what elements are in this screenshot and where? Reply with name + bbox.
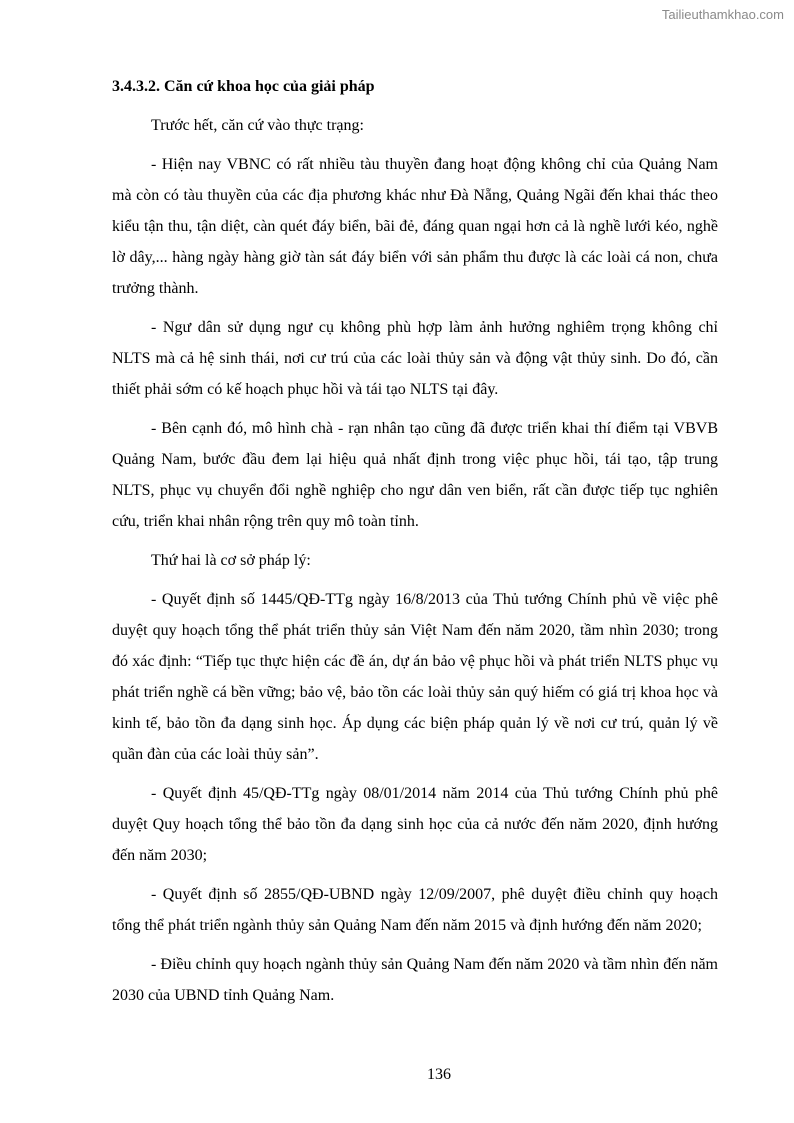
paragraph-planning-adjustment: - Điều chỉnh quy hoạch ngành thủy sản Quảng Nam đến năm 2020 và tầm nhìn đến năm 2030 của UBND tỉnh Quảng Nam. [112, 956, 718, 1004]
watermark: Tailieuthamkhao.com [661, 7, 784, 22]
section-heading: 3.4.3.2. Căn cứ khoa học của giải pháp [112, 78, 375, 95]
page-number: 136 [427, 1066, 451, 1083]
paragraph-decision-45: - Quyết định 45/QĐ-TTg ngày 08/01/2014 năm 2014 của Thủ tướng Chính phủ phê duyệt Quy hoạch tổng thể bảo tồn đa dạng sinh học của cả nước đến năm 2020, định hướng đến năm 2030; [112, 785, 718, 864]
paragraph-decision-2855: - Quyết định số 2855/QĐ-UBND ngày 12/09/2007, phê duyệt điều chỉnh quy hoạch tổng thể phát triển ngành thủy sản Quảng Nam đến năm 2015 và định hướng đến năm 2020; [112, 886, 718, 934]
paragraph-artificial-reef: - Bên cạnh đó, mô hình chà - rạn nhân tạo cũng đã được triển khai thí điểm tại VBVB Quảng Nam, bước đầu đem lại hiệu quả nhất định trong việc phục hồi, tái tạo, tập trung NLTS, phục vụ chuyển đổi nghề nghiệp cho ngư dân ven biển, rất cần được tiếp tục nghiên cứu, triển khai nhân rộng trên quy mô toàn tỉnh. [112, 420, 718, 530]
paragraph-decision-1445: - Quyết định số 1445/QĐ-TTg ngày 16/8/2013 của Thủ tướng Chính phủ về việc phê duyệt quy hoạch tổng thể phát triển thủy sản Việt Nam đến năm 2020, tầm nhìn 2030; trong đó xác định: “Tiếp tục thực hiện các đề án, dự án bảo vệ phục hồi và phát triển NLTS phục vụ phát triển nghề cá bền vững; bảo vệ, bảo tồn các loài thủy sản quý hiếm có giá trị khoa học và kinh tế, bảo tồn đa dạng sinh học. Áp dụng các biện pháp quản lý về nơi cư trú, quản lý về quần đàn của các loài thủy sản”. [112, 591, 718, 763]
document-body [112, 76, 718, 1019]
paragraph-fishing-gear: - Ngư dân sử dụng ngư cụ không phù hợp làm ảnh hưởng nghiêm trọng không chỉ NLTS mà cả hệ sinh thái, nơi cư trú của các loài thủy sản và động vật thủy sinh. Do đó, cần thiết phải sớm có kế hoạch phục hồi và tái tạo NLTS tại đây. [112, 319, 718, 398]
paragraph-intro: Trước hết, căn cứ vào thực trạng: [151, 117, 364, 134]
paragraph-vessels: - Hiện nay VBNC có rất nhiều tàu thuyền đang hoạt động không chỉ của Quảng Nam mà còn có tàu thuyền của các địa phương khác như Đà Nẵng, Quảng Ngãi đến khai thác theo kiểu tận thu, tận diệt, càn quét đáy biển, bãi đẻ, đáng quan ngại hơn cả là nghề lưới kéo, nghề lờ dây,... hàng ngày hàng giờ tàn sát đáy biển với sản phẩm thu được là các loài cá non, chưa trưởng thành. [112, 156, 718, 297]
paragraph-legal-basis: Thứ hai là cơ sở pháp lý: [151, 552, 311, 569]
